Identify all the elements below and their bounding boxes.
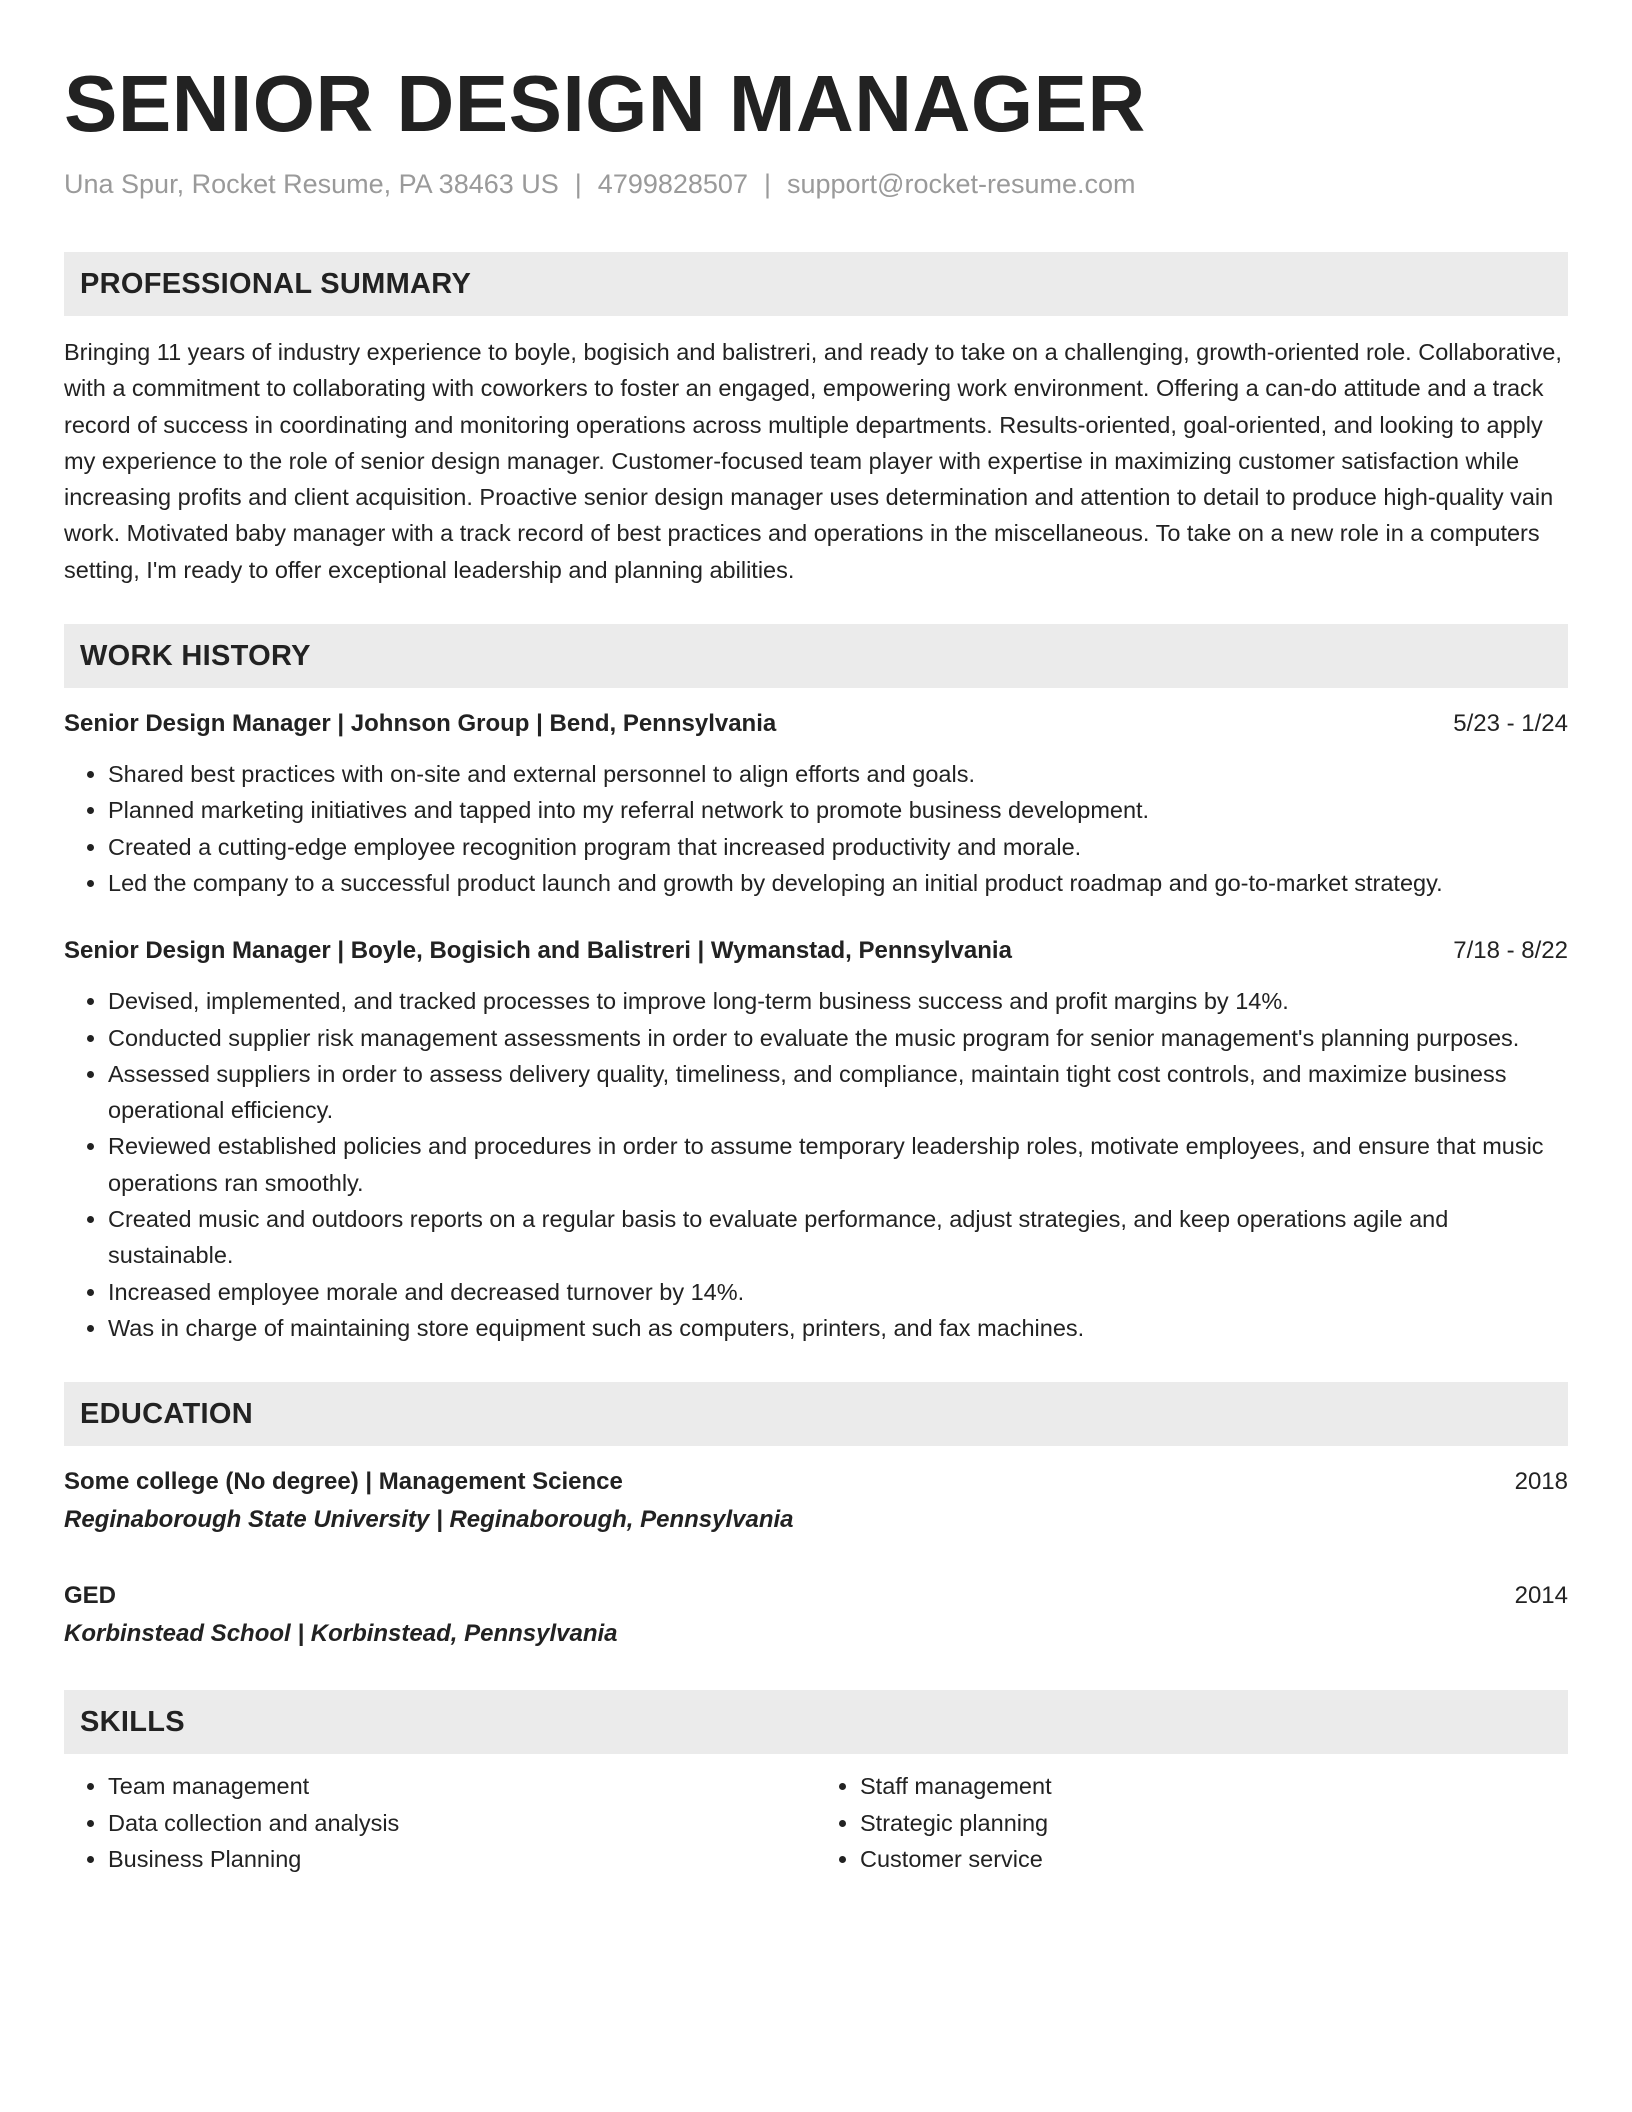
job-dates: 5/23 - 1/24	[1453, 710, 1568, 738]
job-bullet: • Devised, implemented, and tracked processes to improve long-term business success and profit margins by 14%.	[108, 983, 1568, 1019]
education-entry	[64, 1578, 1568, 1654]
skill-item: • Strategic planning	[860, 1805, 1568, 1841]
job-bullets	[64, 983, 1568, 1346]
job-dates: 7/18 - 8/22	[1453, 937, 1568, 965]
job-bullet: • Created a cutting-edge employee recognition program that increased productivity and morale.	[108, 829, 1568, 865]
skills-list	[64, 1768, 1568, 1877]
education-school: Reginaborough State University | Reginaborough, Pennsylvania	[64, 1506, 794, 1534]
education-title: Some college (No degree) | Management Science	[64, 1468, 623, 1496]
section-heading-skills: SKILLS	[64, 1690, 1568, 1754]
job-header	[64, 706, 1568, 742]
section-heading-summary: PROFESSIONAL SUMMARY	[64, 252, 1568, 316]
skill-item: • Data collection and analysis	[108, 1805, 816, 1841]
section-heading-work-history: WORK HISTORY	[64, 624, 1568, 688]
job-header	[64, 933, 1568, 969]
contact-line	[64, 166, 1568, 202]
skills-column-left	[64, 1768, 816, 1877]
candidate-name: SENIOR DESIGN MANAGER	[64, 59, 1146, 148]
job-entry	[64, 933, 1568, 1346]
job-bullet: • Shared best practices with on-site and external personnel to align efforts and goals.	[108, 756, 1568, 792]
job-bullet: • Assessed suppliers in order to assess delivery quality, timeliness, and compliance, maintain tight cost controls, and maximize business operational efficiency.	[108, 1056, 1568, 1129]
skill-item: • Staff management	[860, 1768, 1568, 1804]
job-bullets	[64, 756, 1568, 901]
education-entry	[64, 1464, 1568, 1540]
contact-address: Una Spur, Rocket Resume, PA 38463 US	[64, 169, 559, 199]
job-bullet: • Created music and outdoors reports on a regular basis to evaluate performance, adjust strategies, and keep operations agile and sustainable.	[108, 1201, 1568, 1274]
job-bullet: • Was in charge of maintaining store equipment such as computers, printers, and fax machines.	[108, 1310, 1568, 1346]
contact-separator: |	[763, 169, 771, 199]
job-bullet: • Planned marketing initiatives and tapped into my referral network to promote business development.	[108, 792, 1568, 828]
summary-text: Bringing 11 years of industry experience to boyle, bogisich and balistreri, and ready to take on a challenging, growth-oriented role. Collaborative, with a commitment to collaborating with coworkers to foster an engaged, empowering work environment. Offering a can-do attitude and a track record of success in coordinating and monitoring operations across multiple departments. Results-oriented, goal-oriented, and looking to apply my experience to the role of senior design manager. Customer-focused team player with expertise in maximizing customer satisfaction while increasing profits and client acquisition. Proactive senior design manager uses determination and attention to detail to produce high-quality vain work. Motivated baby manager with a track record of best practices and operations in the miscellaneous. To take on a new role in a computers setting, I'm ready to offer exceptional leadership and planning abilities.	[64, 339, 1562, 583]
job-bullet: • Led the company to a successful product launch and growth by developing an initial product roadmap and go-to-market strategy.	[108, 865, 1568, 901]
skills-column-right	[816, 1768, 1568, 1877]
job-bullet: • Conducted supplier risk management assessments in order to evaluate the music program for senior management's planning purposes.	[108, 1020, 1568, 1056]
education-header	[64, 1578, 1568, 1614]
education-title: GED	[64, 1582, 117, 1610]
job-entry	[64, 706, 1568, 901]
job-title: Senior Design Manager | Boyle, Bogisich and Balistreri | Wymanstad, Pennsylvania	[64, 937, 1012, 965]
section-heading-education: EDUCATION	[64, 1382, 1568, 1446]
education-header	[64, 1464, 1568, 1500]
skill-item: • Team management	[108, 1768, 816, 1804]
education-school: Korbinstead School | Korbinstead, Pennsylvania	[64, 1620, 618, 1648]
job-title: Senior Design Manager | Johnson Group | Bend, Pennsylvania	[64, 710, 777, 738]
job-bullet: • Increased employee morale and decreased turnover by 14%.	[108, 1274, 1568, 1310]
contact-separator: |	[574, 169, 582, 199]
skill-item: • Business Planning	[108, 1841, 816, 1877]
contact-email: support@rocket-resume.com	[786, 169, 1136, 199]
education-year: 2014	[1514, 1582, 1568, 1610]
job-bullet: • Reviewed established policies and procedures in order to assume temporary leadership roles, motivate employees, and ensure that music operations ran smoothly.	[108, 1128, 1568, 1201]
skill-item: • Customer service	[860, 1841, 1568, 1877]
education-year: 2018	[1514, 1468, 1568, 1496]
contact-phone: 4799828507	[597, 169, 748, 199]
